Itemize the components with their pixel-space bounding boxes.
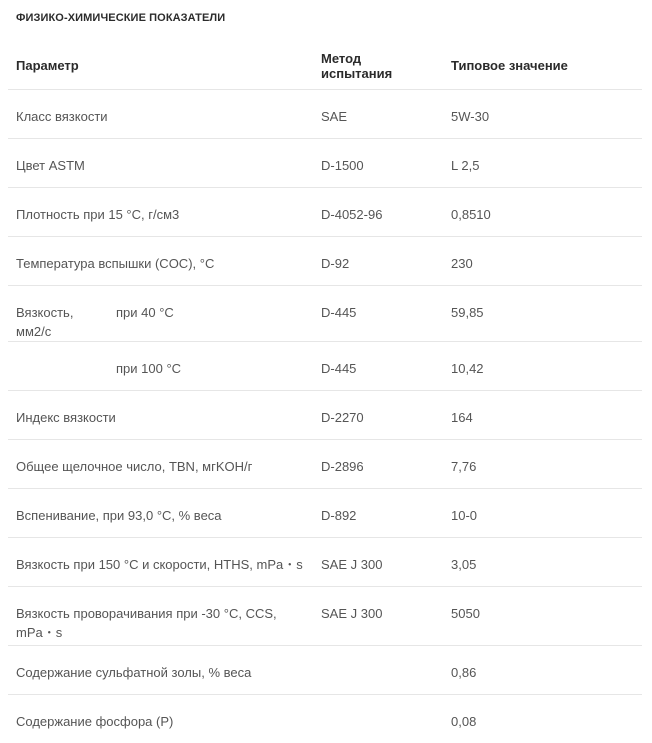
value-cell: 0,86: [443, 646, 642, 695]
table-row: [8, 440, 642, 489]
table-row: [8, 587, 642, 646]
properties-table: [8, 42, 642, 743]
sub-condition-cell: при 40 °C: [108, 286, 313, 342]
table-row: [8, 695, 642, 743]
value-cell: L 2,5: [443, 139, 642, 188]
table-row: [8, 646, 642, 695]
value-cell: 230: [443, 237, 642, 286]
table-row: [8, 538, 642, 587]
param-cell: Вспенивание, при 93,0 °C, % веса: [8, 489, 313, 538]
table-row: [8, 489, 642, 538]
value-cell: 59,85: [443, 286, 642, 342]
column-header-param: Параметр: [8, 42, 313, 90]
value-cell: 10-0: [443, 489, 642, 538]
param-cell: Цвет ASTM: [8, 139, 313, 188]
method-cell: SAE J 300: [313, 538, 443, 587]
param-cell: Вязкость, мм2/с: [8, 286, 108, 342]
value-cell: 0,8510: [443, 188, 642, 237]
param-cell: Вязкость при 150 °C и скорости, HTHS, mPa・s: [8, 538, 313, 587]
method-cell: D-445: [313, 342, 443, 391]
column-header-value: Типовое значение: [443, 42, 642, 90]
sub-condition-cell: при 100 °C: [108, 342, 313, 391]
value-cell: 3,05: [443, 538, 642, 587]
value-cell: 7,76: [443, 440, 642, 489]
param-cell: Индекс вязкости: [8, 391, 313, 440]
method-cell: [313, 695, 443, 743]
column-header-method: Метод испытания: [313, 42, 443, 90]
table-row: [8, 139, 642, 188]
table-row: [8, 188, 642, 237]
value-cell: 10,42: [443, 342, 642, 391]
table-row: [8, 342, 642, 391]
method-cell: D-2896: [313, 440, 443, 489]
section-title: ФИЗИКО-ХИМИЧЕСКИЕ ПОКАЗАТЕЛИ: [16, 12, 225, 24]
table-row: [8, 237, 642, 286]
value-cell: 0,08: [443, 695, 642, 743]
param-cell-empty: [8, 342, 108, 391]
method-cell: D-1500: [313, 139, 443, 188]
param-cell: Содержание фосфора (P): [8, 695, 313, 743]
method-cell: D-2270: [313, 391, 443, 440]
param-cell: Плотность при 15 °C, г/см3: [8, 188, 313, 237]
table-header-row: [8, 42, 642, 90]
table-row: [8, 391, 642, 440]
value-cell: 164: [443, 391, 642, 440]
table-row: [8, 286, 642, 342]
param-cell: Класс вязкости: [8, 90, 313, 139]
param-cell: Температура вспышки (COC), °C: [8, 237, 313, 286]
method-cell: [313, 646, 443, 695]
param-cell: Вязкость проворачивания при -30 °C, CCS, mPa・s: [8, 587, 313, 646]
table-row: [8, 90, 642, 139]
method-cell: D-92: [313, 237, 443, 286]
method-cell: D-892: [313, 489, 443, 538]
method-cell: SAE: [313, 90, 443, 139]
method-cell: D-4052-96: [313, 188, 443, 237]
param-cell: Общее щелочное число, TBN, мгKOH/г: [8, 440, 313, 489]
param-cell: Содержание сульфатной золы, % веса: [8, 646, 313, 695]
value-cell: 5050: [443, 587, 642, 646]
method-cell: D-445: [313, 286, 443, 342]
method-cell: SAE J 300: [313, 587, 443, 646]
value-cell: 5W-30: [443, 90, 642, 139]
